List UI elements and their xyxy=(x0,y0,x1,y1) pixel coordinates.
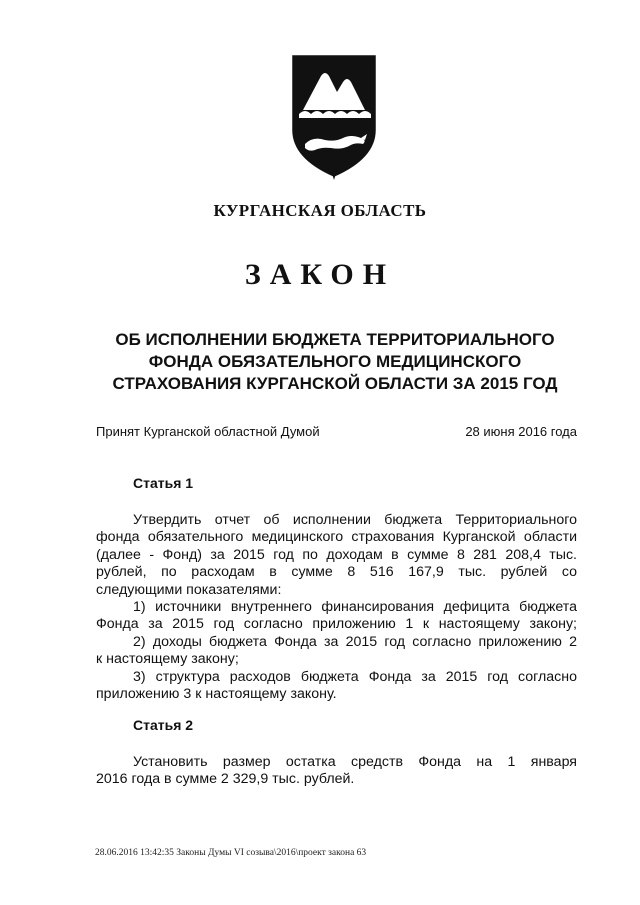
article-1-line: к настоящему закону; xyxy=(96,651,239,668)
law-subject-line: ФОНДА ОБЯЗАТЕЛЬНОГО МЕДИЦИНСКОГО xyxy=(148,352,522,371)
law-subject-line: СТРАХОВАНИЯ КУРГАНСКОЙ ОБЛАСТИ ЗА 2015 ГОД xyxy=(112,374,558,393)
article-1-line: приложению 3 к настоящему закону. xyxy=(96,686,337,703)
article-1-line: рублей, по расходам в сумме 8 516 167,9 тыс. рублей со xyxy=(96,564,577,581)
law-title: ЗАКОН xyxy=(244,258,396,291)
adopted-by: Принят Курганской областной Думой xyxy=(96,424,320,439)
article-1-line: следующими показателями: xyxy=(96,581,282,598)
footer-stamp: 28.06.2016 13:42:35 Законы Думы VI созыва\2016\проект закона 63 xyxy=(95,848,367,858)
article-2-line: 2016 года в сумме 2 329,9 тыс. рублей. xyxy=(96,771,355,788)
article-1-line: 3) структура расходов бюджета Фонда за 2015 год согласно xyxy=(133,668,577,685)
article-1-body xyxy=(96,512,577,703)
article-1-line: Утвердить отчет об исполнении бюджета Территориального xyxy=(133,512,577,528)
article-1-line: Фонда за 2015 год согласно приложению 1 к настоящему закону; xyxy=(96,616,577,633)
article-2-heading: Статья 2 xyxy=(133,717,194,733)
law-subject-line: ОБ ИСПОЛНЕНИИ БЮДЖЕТА ТЕРРИТОРИАЛЬНОГО xyxy=(115,330,555,349)
article-1-heading: Статья 1 xyxy=(133,475,194,491)
adopted-date: 28 июня 2016 года xyxy=(465,424,577,439)
coat-of-arms-icon xyxy=(291,52,377,180)
article-1-line: (далее - Фонд) за 2015 год по доходам в сумме 8 281 208,4 тыс. xyxy=(96,546,577,563)
article-2-body xyxy=(96,754,577,789)
article-1-line: фонда обязательного медицинского страхования Курганской области xyxy=(96,529,577,546)
article-2-line: Установить размер остатка средств Фонда на 1 января xyxy=(133,754,577,770)
region-title: КУРГАНСКАЯ ОБЛАСТЬ xyxy=(213,201,427,220)
article-1-line: 2) доходы бюджета Фонда за 2015 год согласно приложению 2 xyxy=(133,633,577,650)
law-subject xyxy=(70,329,600,395)
article-1-line: 1) источники внутреннего финансирования дефицита бюджета xyxy=(133,599,577,616)
